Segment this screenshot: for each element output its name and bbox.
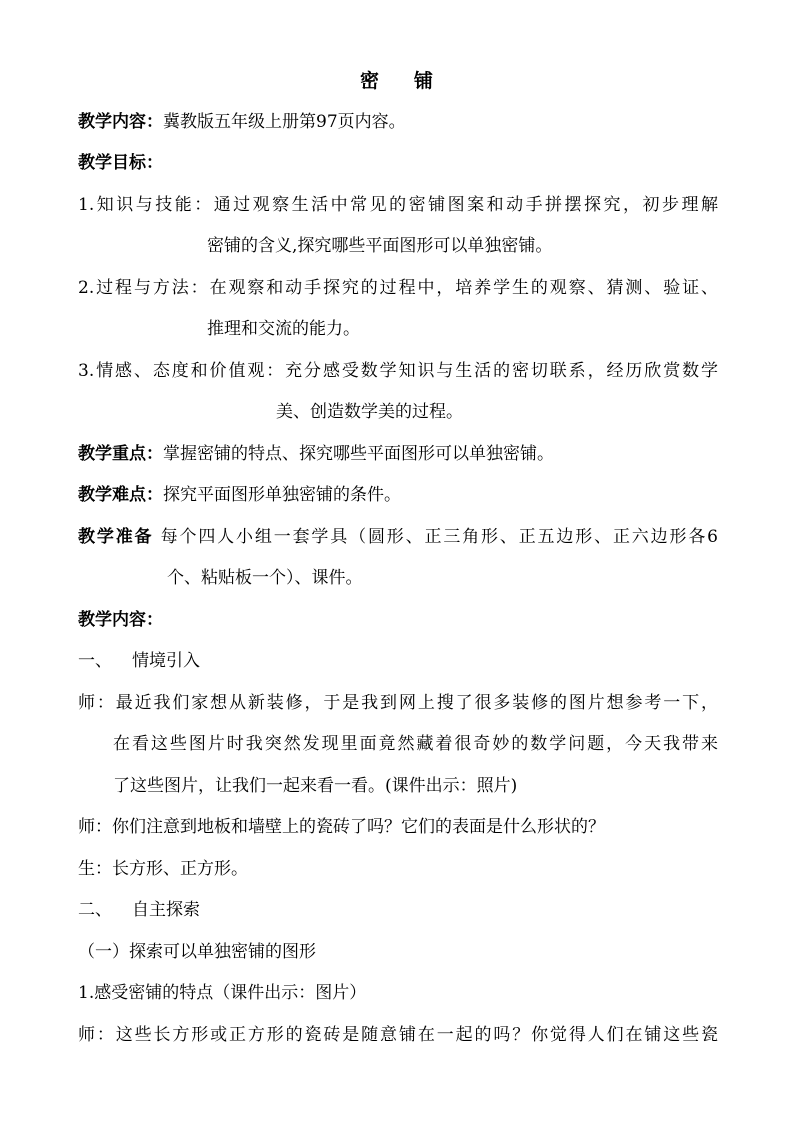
goal-1-line-1	[78, 194, 718, 216]
teacher-1-line-1: 师：最近我们家想从新装修，于是我到网上搜了很多装修的图片想参考一下，	[78, 693, 718, 713]
title-char-2: 铺	[414, 70, 435, 92]
section-2-heading	[78, 899, 200, 921]
student-1-line: 生：长方形、正方形。	[78, 859, 248, 879]
goal-1-head: 知识与技能：	[94, 195, 214, 215]
section-2-title: 自主探索	[132, 900, 200, 920]
item-1-heading: 1.感受密铺的特点（课件出示：图片）	[78, 983, 367, 1003]
difficult-line	[78, 484, 401, 506]
prep-line-2: 个、粘贴板一个）、课件。	[167, 568, 363, 588]
key-line	[78, 443, 554, 465]
teacher-1-line-2: 在看这些图片时我突然发现里面竟然藏着很奇妙的数学问题，今天我带来	[113, 734, 718, 754]
goal-3-head: 情感、态度和价值观：	[94, 361, 286, 381]
key-label: 教学重点：	[78, 444, 163, 464]
content-label: 教学内容：	[78, 112, 163, 132]
document-title	[0, 70, 794, 92]
goals-label: 教学目标：	[78, 153, 163, 173]
goal-2-text: 在观察和动手探究的过程中，培养学生的观察、猜测、验证、	[209, 278, 719, 298]
content-text: 冀教版五年级上册第97页内容。	[163, 112, 406, 132]
goal-2-num: 2.	[78, 278, 95, 298]
content-line	[78, 111, 406, 133]
goal-3-line-1	[78, 360, 718, 382]
process-label: 教学内容：	[78, 610, 163, 630]
goal-1-text: 通过观察生活中常见的密铺图案和动手拼摆探究，初步理解	[213, 195, 719, 215]
prep-line-1	[78, 526, 718, 548]
difficult-text: 探究平面图形单独密铺的条件。	[163, 485, 401, 505]
goal-2-line-1	[78, 277, 718, 299]
goal-2-line-2: 推理和交流的能力。	[207, 319, 360, 339]
key-text: 掌握密铺的特点、探究哪些平面图形可以单独密铺。	[163, 444, 554, 464]
goal-3-line-2: 美、创造数学美的过程。	[276, 402, 463, 422]
goal-3-num: 3.	[78, 361, 95, 381]
teacher-1-line-3: 了这些图片，让我们一起来看一看。(课件出示：照片)	[113, 776, 518, 796]
goal-3-text: 充分感受数学知识与生活的密切联系，经历欣赏数学	[285, 361, 718, 381]
section-2-num: 二、	[78, 900, 112, 920]
prep-text: 每个四人小组一套学具（圆形、正三角形、正五边形、正六边形各6	[160, 527, 718, 547]
section-1-heading	[78, 650, 200, 672]
title-char-1: 密	[359, 70, 380, 92]
difficult-label: 教学难点：	[78, 485, 163, 505]
goal-1-line-2: 密铺的含义,探究哪些平面图形可以单独密铺。	[207, 236, 553, 256]
subsection-1-heading: （一）探索可以单独密铺的图形	[78, 942, 316, 962]
goal-2-head: 过程与方法：	[94, 278, 210, 298]
section-1-title: 情境引入	[132, 651, 200, 671]
goal-1-num: 1.	[78, 195, 95, 215]
section-1-num: 一、	[78, 651, 112, 671]
teacher-3-line: 师：这些长方形或正方形的瓷砖是随意铺在一起的吗？你觉得人们在铺这些瓷	[78, 1025, 718, 1045]
teacher-2-line: 师：你们注意到地板和墙壁上的瓷砖了吗？它们的表面是什么形状的？	[78, 817, 605, 837]
prep-label: 教学准备	[78, 527, 154, 547]
